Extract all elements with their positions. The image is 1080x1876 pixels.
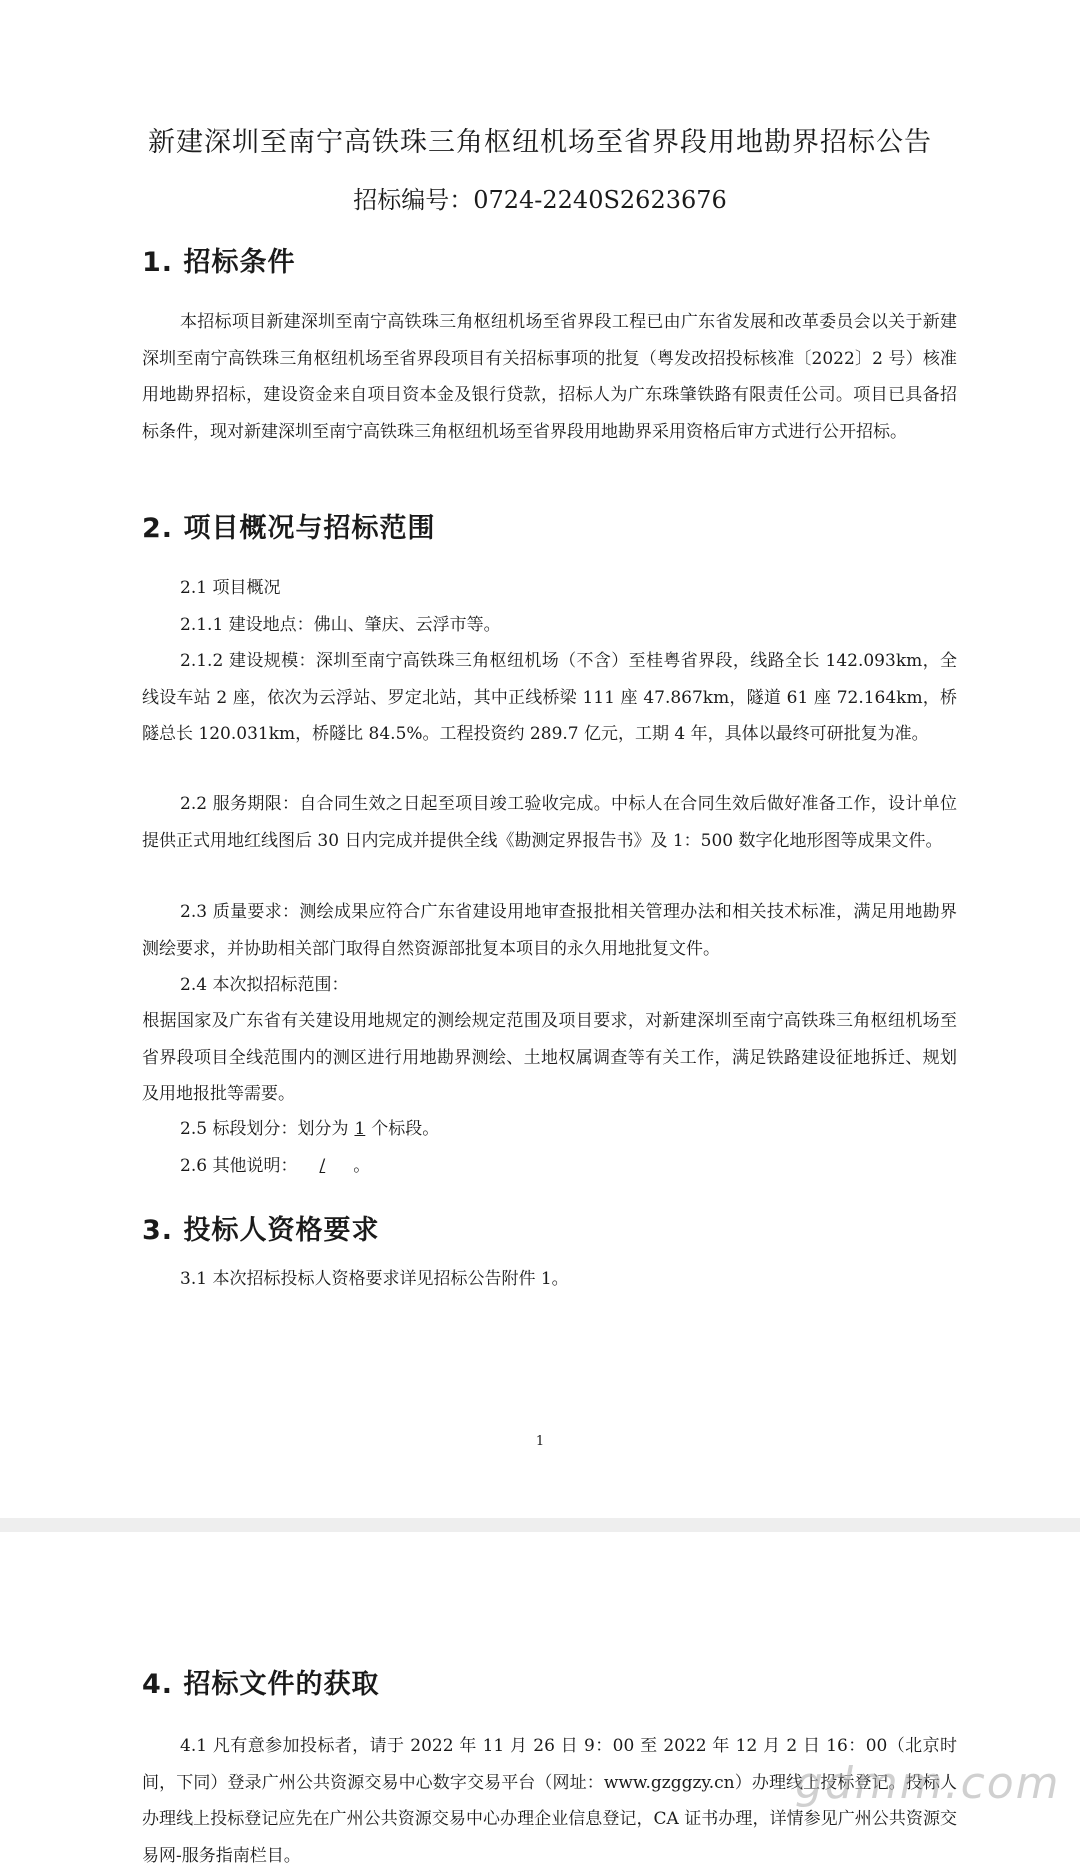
document-title: 新建深圳至南宁高铁珠三角枢纽机场至省界段用地勘界招标公告 [148, 127, 932, 158]
item-2-5-value: 1 [354, 1119, 366, 1139]
item-2-1-2: 2.1.2 建设规模：深圳至南宁高铁珠三角枢纽机场（不含）至桂粤省界段，线路全长 142.093km，全线设车站 2 座，依次为云浮站、罗定北站，其中正线桥梁 111 座 47.867km，隧道 61 座 72.164km，桥隧总长 120.031km，桥隧比 84.5%。工程投资约 289.7 亿元，工期 4 年，具体以最终可研批复为准。 [142, 651, 957, 744]
item-2-4-text [142, 1003, 957, 1113]
section-4-heading: 4. 招标文件的获取 [142, 1669, 380, 1700]
item-2-4-body: 根据国家及广东省有关建设用地规定的测绘规定范围及项目要求，对新建深圳至南宁高铁珠三角枢纽机场至省界段项目全线范围内的测区进行用地勘界测绘、土地权属调查等有关工作，满足铁路建设征地拆迁、规划及用地报批等需要。 [142, 1011, 957, 1104]
item-2-2: 2.2 服务期限：自合同生效之日起至项目竣工验收完成。中标人在合同生效后做好准备工作，设计单位提供正式用地红线图后 30 日内完成并提供全线《勘测定界报告书》及 1：500 数字化地形图等成果文件。 [142, 794, 957, 851]
tender-code-line [0, 180, 1080, 215]
page-separator [0, 1518, 1080, 1532]
item-2-1: 2.1 项目概况 [180, 578, 281, 598]
item-2-6 [180, 1148, 370, 1184]
item-2-4: 2.4 本次拟招标范围： [180, 975, 349, 995]
watermark: gdmm.com [795, 1758, 1061, 1809]
item-2-6-prefix: 2.6 其他说明： [180, 1156, 298, 1176]
item-3-1: 3.1 本次招标投标人资格要求详见招标公告附件 1。 [180, 1269, 569, 1289]
item-2-6-value: / [319, 1156, 326, 1176]
item-4-1: 4.1 凡有意参加投标者，请于 2022 年 11 月 26 日 9：00 至 2022 年 12 月 2 日 16：00（北京时间，下同）登录广州公共资源交易中心数字交易平台（网址：www.gzggzy.cn）办理线上投标登记。投标人办理线上投标登记应先在广州公共资源交易中心办理企业信息登记，CA 证书办理，详情参见广州公共资源交易网-服务指南栏目。 [142, 1736, 957, 1866]
item-2-6-suffix: 。 [353, 1156, 371, 1176]
page-2 [0, 1532, 1080, 1876]
page-number: 1 [535, 1434, 545, 1449]
section-1-paragraph: 本招标项目新建深圳至南宁高铁珠三角枢纽机场至省界段工程已由广东省发展和改革委员会以关于新建深圳至南宁高铁珠三角枢纽机场至省界段项目有关招标事项的批复（粤发改招投标核准〔2022〕2 号）核准用地勘界招标，建设资金来自项目资本金及银行贷款，招标人为广东珠肇铁路有限责任公司。项目已具备招标条件，现对新建深圳至南宁高铁珠三角枢纽机场至省界段用地勘界采用资格后审方式进行公开招标。 [142, 312, 957, 442]
section-1-heading: 1. 招标条件 [142, 247, 296, 278]
tender-code-label: 招标编号： [353, 186, 474, 214]
section-2-heading: 2. 项目概况与招标范围 [142, 513, 436, 544]
item-2-5-suffix: 个标段。 [371, 1119, 440, 1139]
item-2-5-prefix: 2.5 标段划分：划分为 [180, 1119, 349, 1139]
item-2-1-1: 2.1.1 建设地点：佛山、肇庆、云浮市等。 [180, 615, 501, 635]
item-2-3: 2.3 质量要求：测绘成果应符合广东省建设用地审查报批相关管理办法和相关技术标准，满足用地勘界测绘要求，并协助相关部门取得自然资源部批复本项目的永久用地批复文件。 [142, 902, 957, 959]
section-3-heading: 3. 投标人资格要求 [142, 1215, 380, 1246]
item-2-5 [180, 1111, 439, 1147]
tender-code-value: 0724-2240S2623676 [473, 186, 727, 214]
